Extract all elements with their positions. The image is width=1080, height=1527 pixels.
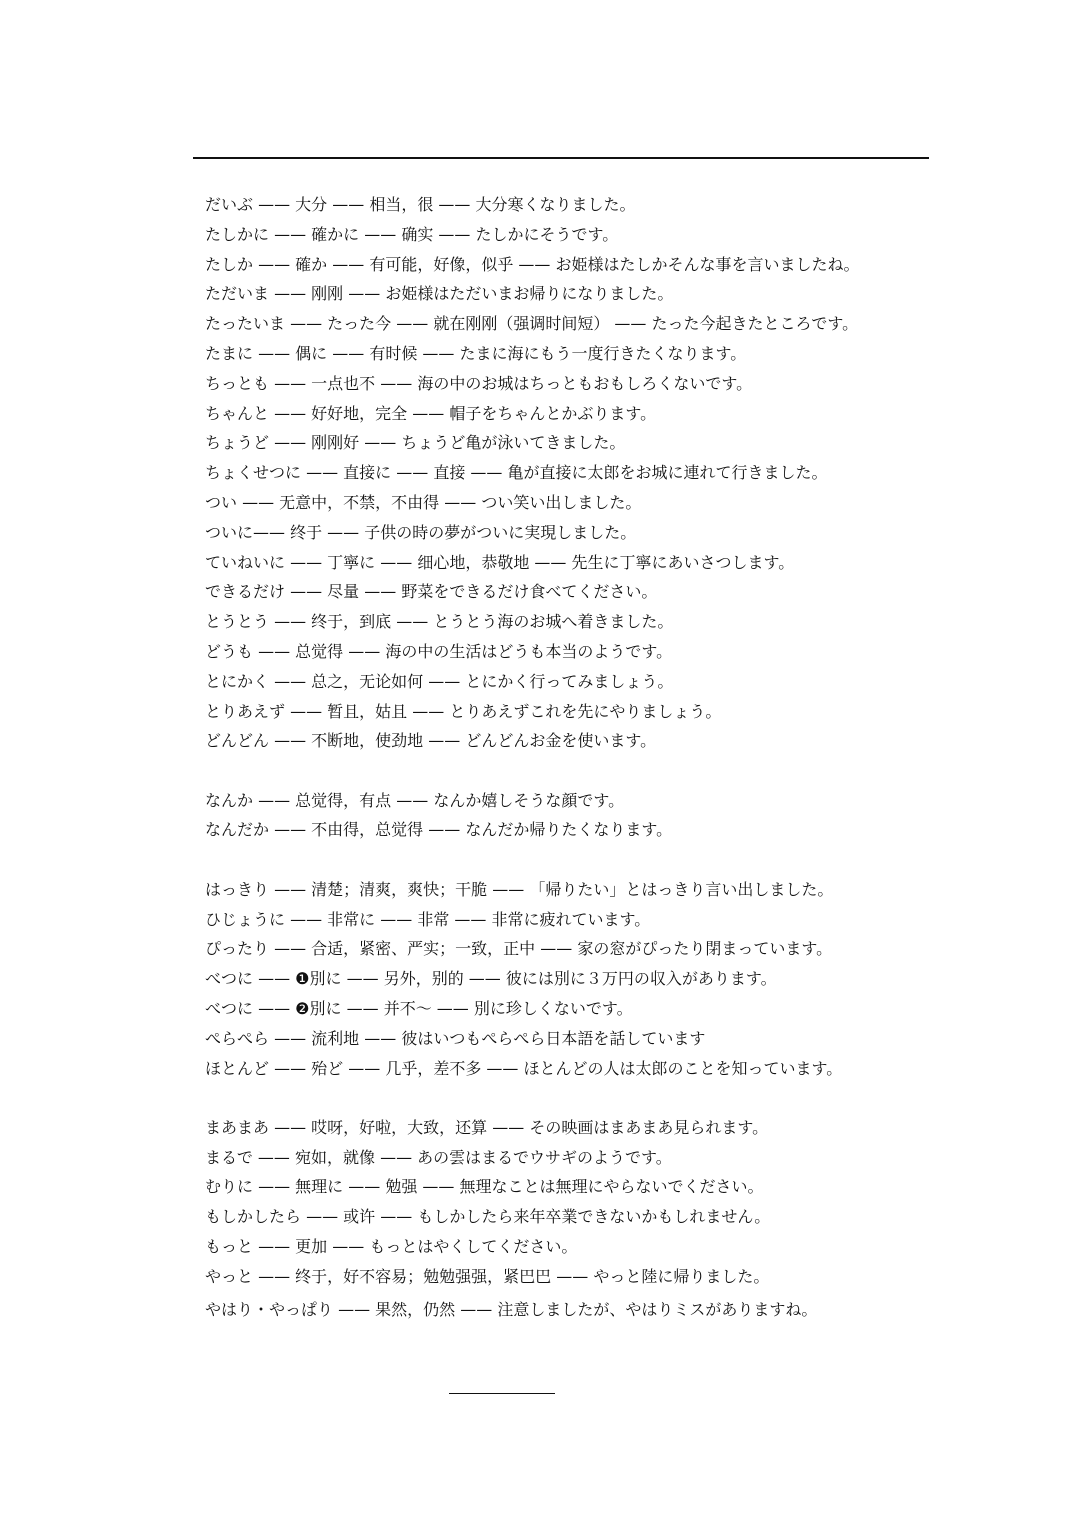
vocabulary-list — [205, 190, 925, 1324]
entry-line: ほとんど —— 殆ど —— 几乎，差不多 —— ほとんどの人は太郎のことを知っています。 — [205, 1058, 843, 1078]
entry-line: べつに —— ❶別に —— 另外，别的 —— 彼には別に３万円の収入があります。 — [205, 969, 777, 989]
entry-line: つい —— 无意中，不禁，不由得 —— つい笑い出しました。 — [205, 492, 642, 512]
entry-line: だいぶ —— 大分 —— 相当，很 —— 大分寒くなりました。 — [205, 195, 636, 214]
entry-line: たったいま —— たった今 —— 就在刚刚（强调时间短） —— たった今起きたところです。 — [205, 314, 859, 334]
entry-line: やはり・やっぱり —— 果然，仍然 —— 注意しましたが、やはりミスがありますね。 — [205, 1299, 818, 1319]
group-na-row — [205, 786, 925, 846]
entry-line: ちょうど —— 刚刚好 —— ちょうど亀が泳いてきました。 — [205, 433, 626, 453]
entry-line: ついに—— 终于 —— 子供の時の夢がついに実現しました。 — [205, 522, 637, 542]
entry-line: なんだか —— 不由得，总觉得 —— なんだか帰りたくなります。 — [205, 820, 673, 840]
group-ha-row — [205, 875, 925, 1084]
entry-line: ぴったり —— 合适，紧密、严实；一致，正中 —— 家の窓がぴったり閉まっています。 — [205, 939, 833, 959]
entry-line: もしかしたら —— 或许 —— もしかしたら来年卒業できないかもしれません。 — [205, 1207, 771, 1227]
entry-line: まあまあ —— 哎呀，好啦，大致，还算 —— その映画はまあまあ見られます。 — [205, 1117, 769, 1137]
entry-line: ぺらぺら —— 流利地 —— 彼はいつもぺらぺら日本語を話しています — [205, 1028, 706, 1048]
entry-line: ひじょうに —— 非常に —— 非常 —— 非常に疲れています。 — [205, 909, 651, 929]
entry-line: どうも —— 总觉得 —— 海の中の生活はどうも本当のようです。 — [205, 641, 673, 661]
entry-line: もっと —— 更加 —— もっとはやくしてください。 — [205, 1237, 578, 1256]
group-ma-ya-row — [205, 1113, 925, 1325]
bottom-rule — [449, 1393, 555, 1394]
top-rule — [193, 157, 929, 159]
entry-line: どんどん —— 不断地，使劲地 —— どんどんお金を使います。 — [205, 731, 657, 751]
group-ta-row — [205, 190, 925, 756]
entry-line: ちっとも —— 一点也不 —— 海の中のお城はちっともおもしろくないです。 — [205, 373, 753, 393]
entry-line: なんか —— 总觉得，有点 —— なんか嬉しそうな顔です。 — [205, 790, 625, 810]
entry-line: ただいま —— 刚刚 —— お姫様はただいまお帰りになりました。 — [205, 284, 674, 304]
entry-line: たしか —— 確か —— 有可能，好像，似乎 —— お姫様はたしかそんな事を言いましたね。 — [205, 254, 860, 274]
entry-line: べつに —— ❷別に —— 并不～ —— 別に珍しくないです。 — [205, 998, 633, 1018]
entry-line: まるで —— 宛如，就像 —— あの雲はまるでウサギのようです。 — [205, 1147, 672, 1167]
entry-line: できるだけ —— 尽量 —— 野菜をできるだけ食べてください。 — [205, 582, 658, 602]
entry-line: とうとう —— 终于，到底 —— とうとう海のお城へ着きました。 — [205, 612, 674, 632]
entry-line: たまに —— 偶に —— 有时候 —— たまに海にもう一度行きたくなります。 — [205, 343, 747, 363]
entry-line: とりあえず —— 暂且，姑且 —— とりあえずこれを先にやりましょう。 — [205, 701, 722, 721]
entry-line: むりに —— 無理に —— 勉强 —— 無理なことは無理にやらないでください。 — [205, 1177, 764, 1197]
entry-line: ていねいに —— 丁寧に —— 细心地，恭敬地 —— 先生に丁寧にあいさつします。 — [205, 552, 795, 572]
entry-line: ちょくせつに —— 直接に —— 直接 —— 亀が直接に太郎をお城に連れて行きました。 — [205, 463, 828, 483]
entry-line: ちゃんと —— 好好地，完全 —— 帽子をちゃんとかぶります。 — [205, 403, 657, 423]
entry-line: はっきり —— 清楚；清爽，爽快；干脆 —— 「帰りたい」とはっきり言い出しました。 — [205, 879, 834, 899]
entry-line: やっと —— 终于，好不容易；勉勉强强，紧巴巴 —— やっと陸に帰りました。 — [205, 1266, 770, 1286]
entry-line: とにかく —— 总之，无论如何 —— とにかく行ってみましょう。 — [205, 671, 674, 691]
entry-line: たしかに —— 確かに —— 确实 —— たしかにそうです。 — [205, 224, 619, 244]
